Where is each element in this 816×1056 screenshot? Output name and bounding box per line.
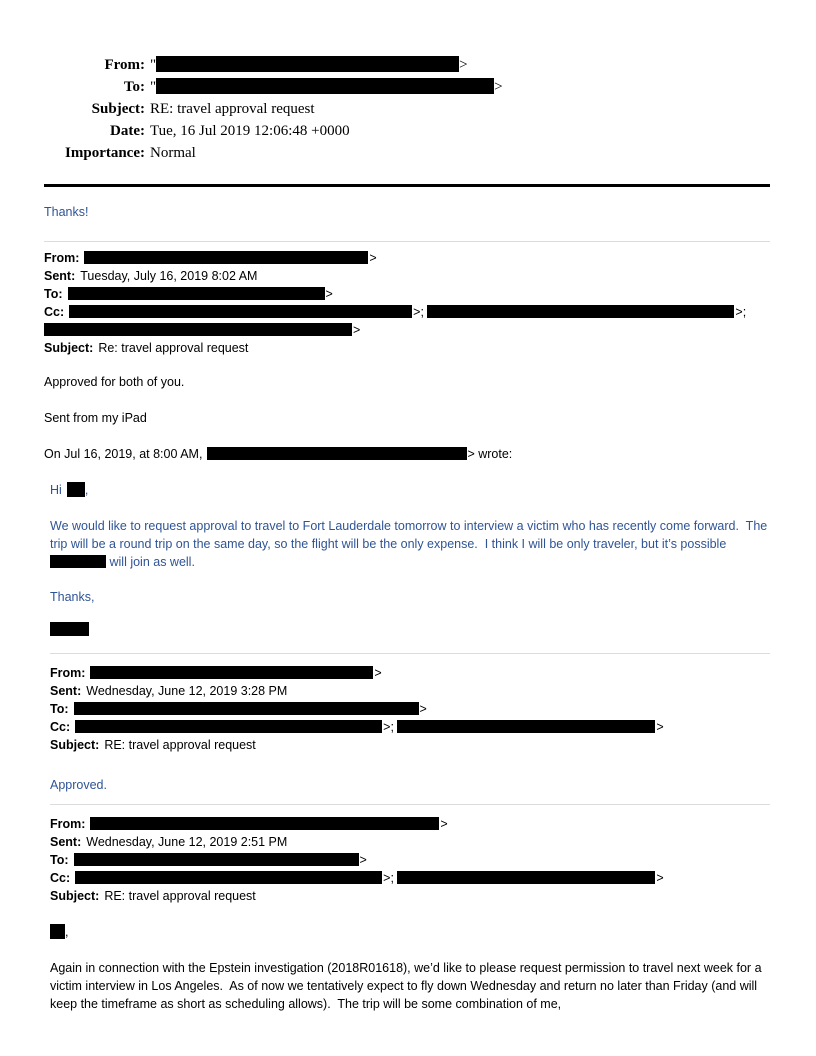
- to-label: To:: [44, 287, 63, 301]
- angle-bracket: >;: [413, 305, 424, 319]
- sent-label: Sent:: [50, 835, 82, 849]
- angle-bracket: >;: [383, 720, 394, 734]
- redacted-cc-1: [75, 871, 382, 884]
- sent-label: Sent:: [44, 269, 76, 283]
- attribution-prefix: On Jul 16, 2019, at 8:00 AM,: [44, 447, 203, 461]
- quoted-message-divider: [50, 653, 770, 654]
- quoted-from-line: [50, 664, 770, 682]
- header-label-date: Date:: [110, 123, 145, 139]
- header-row-from: [44, 54, 770, 76]
- header-row-date: [44, 120, 770, 142]
- header-divider: [44, 184, 770, 187]
- header-label-subject: Subject:: [91, 101, 145, 117]
- angle-bracket: >: [419, 702, 427, 716]
- angle-bracket: >: [494, 79, 503, 95]
- quoted-from-line: [50, 815, 770, 833]
- quoted-sent-line: [50, 833, 770, 851]
- quoted-subject-line: [50, 887, 770, 905]
- quoted-cc-line: [50, 869, 770, 887]
- redacted-name: [50, 924, 65, 939]
- reply-greeting: Thanks!: [44, 205, 89, 219]
- subject-label: Subject:: [50, 738, 100, 752]
- from-label: From:: [50, 666, 86, 680]
- redacted-name: [67, 482, 85, 497]
- quoted-cc-line: [44, 303, 770, 339]
- redacted-recipient: [74, 702, 419, 715]
- request-closing: Thanks,: [50, 590, 95, 604]
- redacted-name-inline: [50, 555, 106, 568]
- header-row-importance: [44, 142, 770, 164]
- quoted-cc-line: [50, 718, 770, 736]
- quoted-message-divider: [50, 804, 770, 805]
- ipad-signature: Sent from my iPad: [44, 411, 147, 425]
- redacted-cc-1: [69, 305, 412, 318]
- header-label-to: To:: [123, 79, 145, 95]
- redacted-sender: [90, 666, 373, 679]
- quoted-sent-line: [44, 267, 770, 285]
- header-date-value: Tue, 16 Jul 2019 12:06:48 +0000: [150, 123, 350, 139]
- sent-value: Wednesday, June 12, 2019 3:28 PM: [86, 684, 288, 698]
- angle-bracket: >: [369, 251, 377, 265]
- quoted-to-line: [50, 700, 770, 718]
- angle-bracket: >: [459, 57, 468, 73]
- redacted-cc-3: [44, 323, 352, 336]
- quoted-header-3: [50, 815, 770, 905]
- header-label-importance: Importance:: [65, 145, 145, 161]
- angle-bracket: >: [325, 287, 333, 301]
- to-label: To:: [50, 702, 69, 716]
- quoted-sent-line: [50, 682, 770, 700]
- sent-value: Wednesday, June 12, 2019 2:51 PM: [86, 835, 288, 849]
- header-row-to: [44, 76, 770, 98]
- redacted-signature: [50, 622, 89, 636]
- angle-bracket: >: [374, 666, 382, 680]
- subject-value: RE: travel approval request: [104, 738, 256, 752]
- from-label: From:: [50, 817, 86, 831]
- attribution-line: [44, 445, 770, 463]
- redacted-sender-address: [156, 56, 459, 72]
- header-importance-value: Normal: [150, 145, 196, 161]
- angle-bracket: >;: [735, 305, 747, 319]
- header-label-from: From:: [104, 57, 145, 73]
- quoted-subject-line: [50, 736, 770, 754]
- redacted-cc-2: [427, 305, 734, 318]
- quoted-to-line: [44, 285, 770, 303]
- request-paragraph: We would like to request approval to travel to Fort Lauderdale tomorrow to interview a victim who has recently come forward. The trip will be a round trip on the same day, so the flight will be the only expense. I think I will be only traveler, but it’s possible will join as well.: [50, 519, 771, 569]
- request-greeting: Hi ,: [50, 483, 89, 497]
- message-header: [44, 54, 770, 164]
- quote-mark: ": [150, 57, 157, 73]
- angle-bracket: >: [656, 871, 664, 885]
- quoted-from-line: [44, 249, 770, 267]
- subject-label: Subject:: [44, 341, 94, 355]
- sent-value: Tuesday, July 16, 2019 8:02 AM: [80, 269, 258, 283]
- quoted-message-divider: [44, 241, 770, 242]
- approved-text: Approved.: [50, 778, 107, 792]
- angle-bracket: >: [353, 323, 361, 337]
- message-body: [44, 203, 770, 1013]
- redacted-recipient-address: [156, 78, 494, 94]
- quoted-to-line: [50, 851, 770, 869]
- redacted-recipient: [68, 287, 325, 300]
- sent-label: Sent:: [50, 684, 82, 698]
- redacted-author: [207, 447, 467, 460]
- subject-value: RE: travel approval request: [104, 889, 256, 903]
- quoted-subject-line: [44, 339, 770, 357]
- header-subject-value: RE: travel approval request: [150, 101, 315, 117]
- approval-text: Approved for both of you.: [44, 375, 185, 389]
- redacted-cc-2: [397, 871, 655, 884]
- cc-label: Cc:: [50, 720, 71, 734]
- angle-bracket: >: [359, 853, 367, 867]
- angle-bracket: >;: [383, 871, 394, 885]
- redacted-cc-2: [397, 720, 655, 733]
- angle-bracket: >: [656, 720, 664, 734]
- subject-label: Subject:: [50, 889, 100, 903]
- redacted-cc-1: [75, 720, 382, 733]
- travel-request-paragraph: Again in connection with the Epstein investigation (2018R01618), we’d like to please request permission to travel next week for a victim interview in Los Angeles. As of now we tentatively expect to fly down Wednesday and return no later than Friday (and will keep the timeframe as short as scheduling allows). The trip will be some combination of me,: [50, 961, 766, 1011]
- angle-bracket: >: [440, 817, 448, 831]
- redacted-sender: [84, 251, 368, 264]
- attribution-suffix: > wrote:: [467, 447, 513, 461]
- from-label: From:: [44, 251, 80, 265]
- redacted-recipient: [74, 853, 359, 866]
- quote-mark: ": [150, 79, 157, 95]
- signature-line: [50, 621, 770, 639]
- quoted-header-2: [50, 664, 770, 754]
- salutation-line: ,: [50, 923, 770, 941]
- cc-label: Cc:: [44, 305, 65, 319]
- redacted-sender: [90, 817, 439, 830]
- header-row-subject: [44, 98, 770, 120]
- quoted-header-1: [44, 249, 770, 357]
- to-label: To:: [50, 853, 69, 867]
- nested-quote: [50, 481, 770, 1013]
- subject-value: Re: travel approval request: [98, 341, 249, 355]
- cc-label: Cc:: [50, 871, 71, 885]
